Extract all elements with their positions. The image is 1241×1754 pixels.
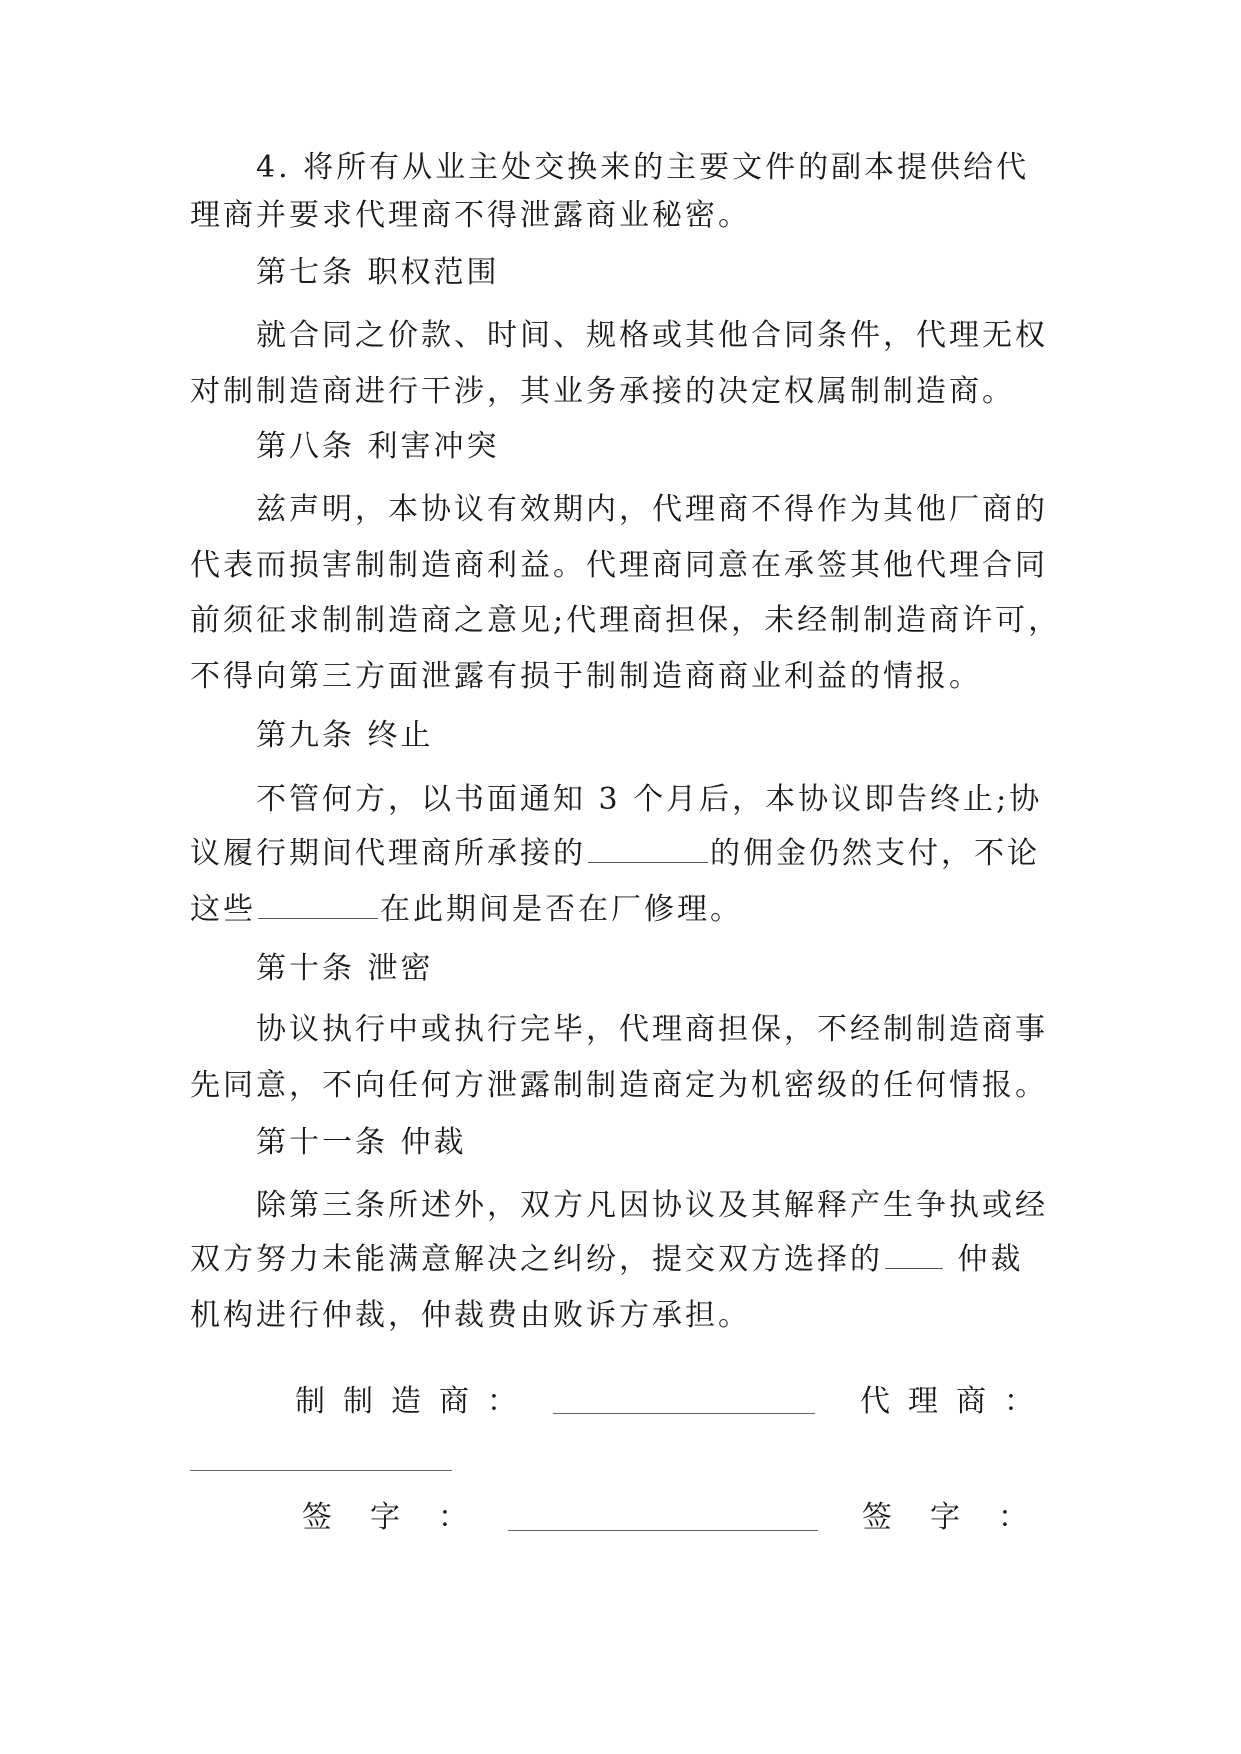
agent-sign-label: 签字： (862, 1500, 1066, 1535)
paragraph-line: 不得向第三方面泄露有损于制制造商商业利益的情报。 (190, 659, 982, 694)
agent-label: 代理商： (860, 1384, 1052, 1419)
paragraph-line (190, 890, 1050, 930)
paragraph-line: 先同意，不向任何方泄露制制造商定为机密级的任何情报。 (190, 1068, 1048, 1103)
section-heading: 第八条 利害冲突 (256, 429, 500, 464)
paragraph-line: 除第三条所述外，双方凡因协议及其解释产生争执或经 (256, 1188, 1048, 1223)
line-text: 议履行期间代理商所承接的 (190, 836, 586, 871)
paragraph-line: 对制制造商进行干涉，其业务承接的决定权属制制造商。 (190, 374, 1015, 409)
line-text: 的佣金仍然支付，不论 (710, 836, 1040, 871)
section-heading: 第九条 终止 (256, 718, 434, 753)
paragraph-line: 理商并要求代理商不得泄露商业秘密。 (190, 198, 751, 233)
section-heading: 第十一条 仲裁 (256, 1125, 467, 1160)
fill-in-blank (885, 1240, 943, 1269)
manufacturer-sign-line (508, 1530, 818, 1531)
manufacturer-label: 制制造商： (295, 1384, 535, 1419)
paragraph-line: 前须征求制制造商之意见;代理商担保，未经制制造商许可， (190, 603, 1062, 638)
paragraph-line (190, 1240, 1050, 1280)
paragraph-line: 4. 将所有从业主处交换来的主要文件的副本提供给代 (256, 150, 1030, 185)
section-heading: 第十条 泄密 (256, 951, 434, 986)
fill-in-blank (588, 834, 708, 863)
section-heading: 第七条 职权范围 (256, 255, 500, 290)
paragraph-line: 不管何方，以书面通知 3 个月后，本协议即告终止;协 (256, 782, 1043, 817)
paragraph-line: 机构进行仲裁，仲裁费由败诉方承担。 (190, 1298, 751, 1333)
fill-in-blank (258, 890, 378, 919)
manufacturer-signature-line (553, 1413, 815, 1414)
line-text: 双方努力未能满意解决之纠纷，提交双方选择的 (190, 1242, 883, 1277)
paragraph-line: 就合同之价款、时间、规格或其他合同条件，代理无权 (256, 318, 1048, 353)
paragraph-line: 协议执行中或执行完毕，代理商担保，不经制制造商事 (256, 1012, 1048, 1047)
line-text: 仲裁 (945, 1242, 1024, 1277)
paragraph-line (190, 834, 1050, 874)
line-text: 这些 (190, 892, 256, 927)
manufacturer-sign-label: 签字： (302, 1500, 506, 1535)
paragraph-line: 代表而损害制制造商利益。代理商同意在承签其他代理合同 (190, 548, 1048, 583)
paragraph-line: 兹声明，本协议有效期内，代理商不得作为其他厂商的 (256, 492, 1048, 527)
agent-signature-line (190, 1470, 452, 1471)
line-text: 在此期间是否在厂修理。 (380, 892, 743, 927)
